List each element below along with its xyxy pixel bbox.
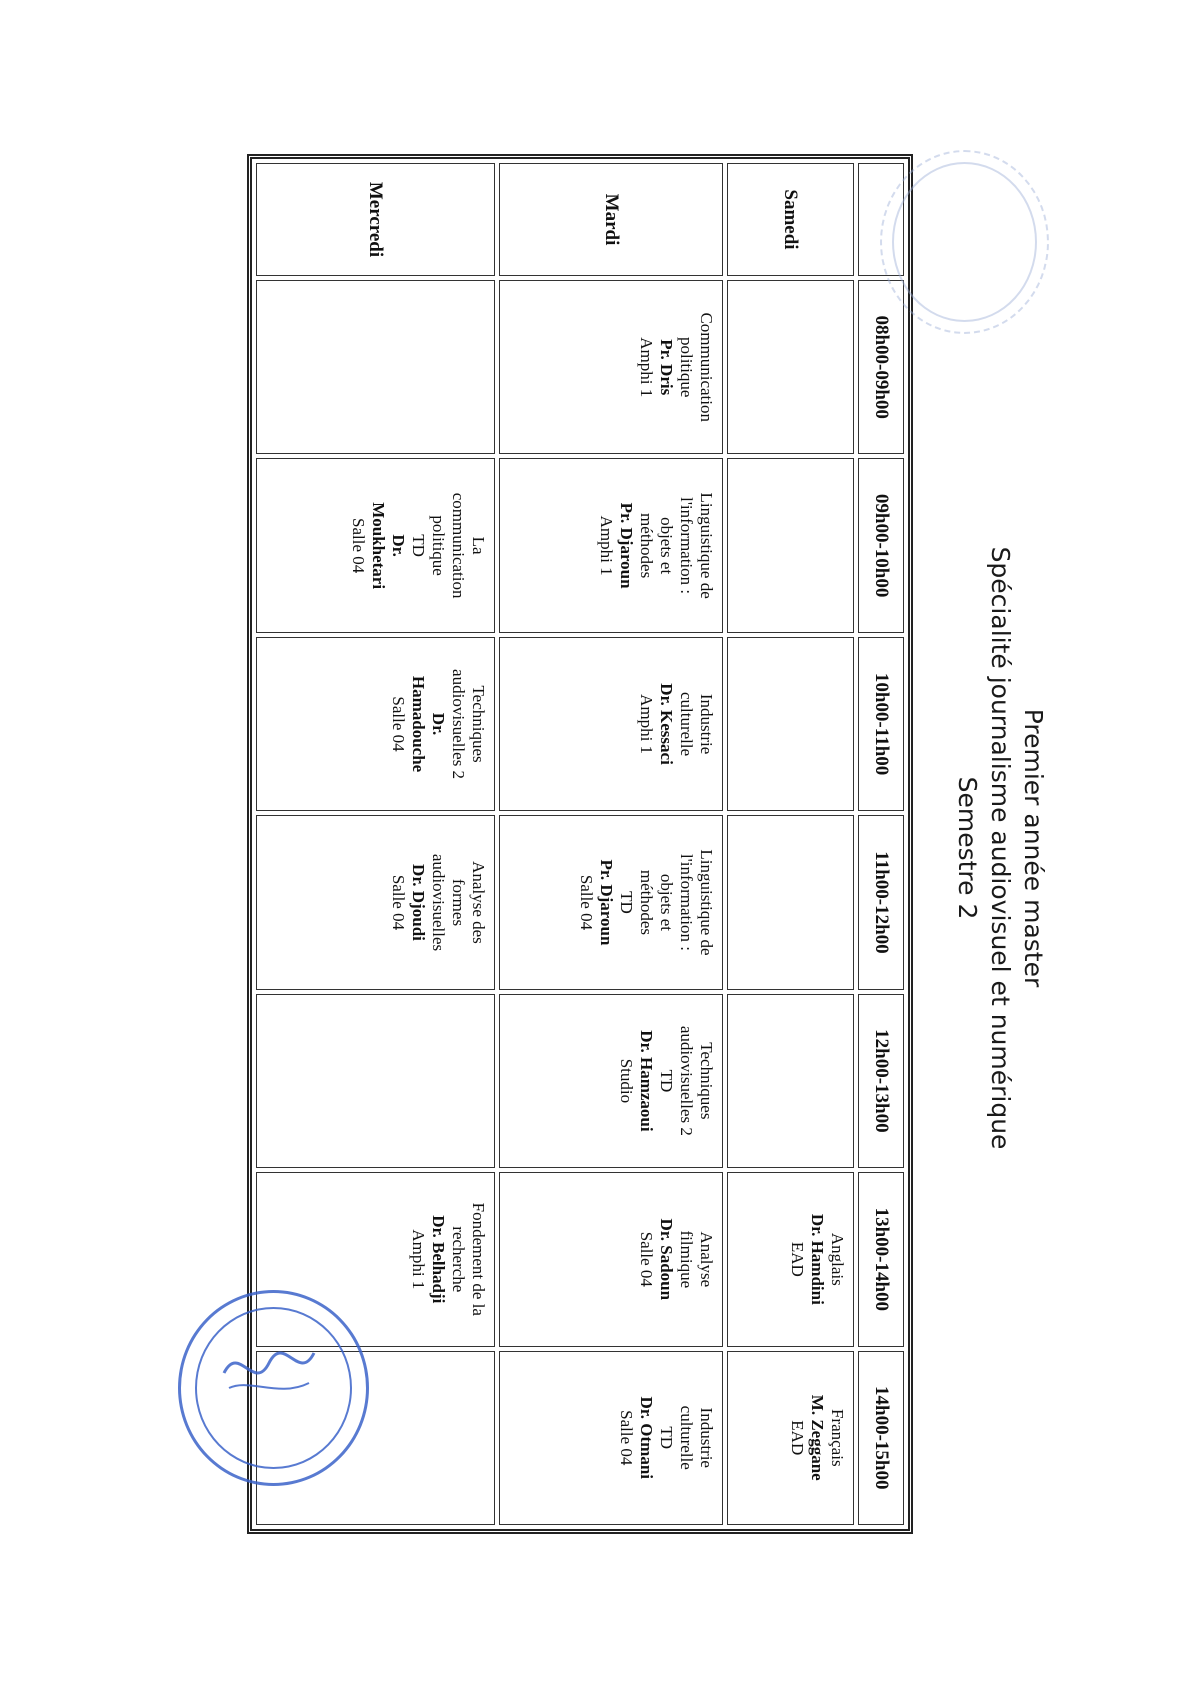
course-cell (727, 1351, 854, 1525)
day-label: Samedi (727, 163, 854, 276)
course-line: audiovisuelles 2 (449, 669, 468, 780)
teacher-name: Pr. Djaroun (597, 859, 616, 946)
time-slot-header: 14h00-15h00 (858, 1351, 904, 1525)
course-line: audiovisuelles (429, 853, 448, 952)
course-line: EAD (788, 1420, 807, 1456)
course-line: Analyse des (469, 861, 488, 944)
course-line: méthodes (637, 869, 656, 936)
course-line: politique (429, 515, 448, 576)
empty-cell (727, 815, 854, 989)
teacher-name: Dr. Sadoun (657, 1218, 676, 1301)
course-line: Salle 04 (637, 1231, 656, 1287)
empty-cell (727, 994, 854, 1168)
teacher-name: Moukhetari (369, 502, 388, 590)
course-cell (499, 1351, 723, 1525)
time-slot-header: 09h00-10h00 (858, 458, 904, 632)
course-cell (499, 280, 723, 454)
course-line: Amphi 1 (409, 1229, 428, 1290)
teacher-name: Dr. (389, 534, 408, 557)
course-cell (499, 994, 723, 1168)
course-cell (256, 458, 495, 632)
course-line: TD (617, 891, 636, 914)
day-label: Mardi (499, 163, 723, 276)
course-line: Industrie (697, 1407, 716, 1468)
time-slot-header: 12h00-13h00 (858, 994, 904, 1168)
course-line: objets et (657, 517, 676, 575)
empty-cell (727, 637, 854, 811)
signature-scrawl (219, 1333, 319, 1403)
course-line: culturelle (677, 691, 696, 757)
course-line: l'information : (677, 853, 696, 951)
course-cell (499, 1172, 723, 1346)
course-line: Amphi 1 (637, 694, 656, 755)
teacher-name: Dr. Hamdini (808, 1213, 827, 1305)
course-line: Fondement de la (469, 1202, 488, 1316)
teacher-name: Pr. Dris (657, 339, 676, 396)
course-line: politique (677, 336, 696, 398)
day-row-mardi (499, 163, 723, 1525)
course-line: filmique (677, 1230, 696, 1289)
course-line: culturelle (677, 1405, 696, 1470)
teacher-name: Dr. Otmani (637, 1396, 656, 1480)
course-line: recherche (449, 1226, 468, 1293)
faint-stamp (880, 150, 1049, 334)
course-line: Salle 04 (577, 874, 596, 931)
empty-cell (256, 280, 495, 454)
title-line-2: Spécialité journalisme audiovisuel et numérique (986, 546, 1015, 1150)
teacher-name: M. Zeggane (808, 1394, 827, 1481)
course-line: Linguistique de (697, 492, 716, 599)
course-line: Anglais (828, 1232, 847, 1286)
teacher-name: Dr. Hamzaoui (637, 1030, 656, 1132)
course-cell (727, 1172, 854, 1346)
course-line: Studio (617, 1058, 636, 1104)
day-label: Mercredi (256, 163, 495, 276)
course-cell (256, 815, 495, 989)
empty-cell (727, 280, 854, 454)
course-line: EAD (788, 1241, 807, 1277)
official-stamp (178, 1290, 369, 1486)
course-cell (499, 815, 723, 989)
course-line: Linguistique de (697, 849, 716, 956)
teacher-name: Hamadouche (409, 675, 428, 773)
time-slot-header: 13h00-14h00 (858, 1172, 904, 1346)
course-line: Analyse (697, 1231, 716, 1288)
title-line-1: Premier année master (1019, 708, 1048, 988)
teacher-name: Dr. Belhadji (429, 1215, 448, 1304)
course-line: Communication (697, 312, 716, 422)
course-cell (499, 458, 723, 632)
course-line: Amphi 1 (637, 337, 656, 398)
empty-cell (256, 994, 495, 1168)
time-slot-header: 08h00-09h00 (858, 280, 904, 454)
course-line: Salle 04 (349, 518, 368, 574)
teacher-name: Dr. Kessaci (657, 683, 676, 765)
course-cell (256, 637, 495, 811)
course-line: méthodes (637, 513, 656, 579)
day-row-samedi (727, 163, 854, 1525)
course-line: Salle 04 (617, 1410, 636, 1466)
title-line-3: Semestre 2 (953, 776, 982, 920)
course-line: Techniques (469, 685, 488, 763)
teacher-name: Dr. Djoudi (409, 864, 428, 941)
course-line: TD (409, 534, 428, 557)
course-line: audiovisuelles 2 (677, 1025, 696, 1136)
course-cell (499, 637, 723, 811)
course-line: Amphi 1 (597, 515, 616, 576)
course-line: Salle 04 (389, 696, 408, 752)
header-row (858, 163, 904, 1525)
course-line: TD (657, 1069, 676, 1093)
course-line: Industrie (697, 693, 716, 755)
course-line: formes (449, 878, 468, 927)
course-line: La (469, 536, 488, 555)
course-line: Techniques (697, 1042, 716, 1120)
course-line: Français (828, 1408, 847, 1467)
time-slot-header: 10h00-11h00 (858, 637, 904, 811)
course-line: l'information : (677, 497, 696, 595)
course-line: Salle 04 (389, 874, 408, 931)
teacher-name: Pr. Djaroun (617, 502, 636, 589)
time-slot-header: 11h00-12h00 (858, 815, 904, 989)
course-line: communication (449, 492, 468, 599)
empty-cell (727, 458, 854, 632)
course-line: TD (657, 1426, 676, 1450)
course-line: objets et (657, 873, 676, 932)
teacher-name: Dr. (429, 712, 448, 736)
